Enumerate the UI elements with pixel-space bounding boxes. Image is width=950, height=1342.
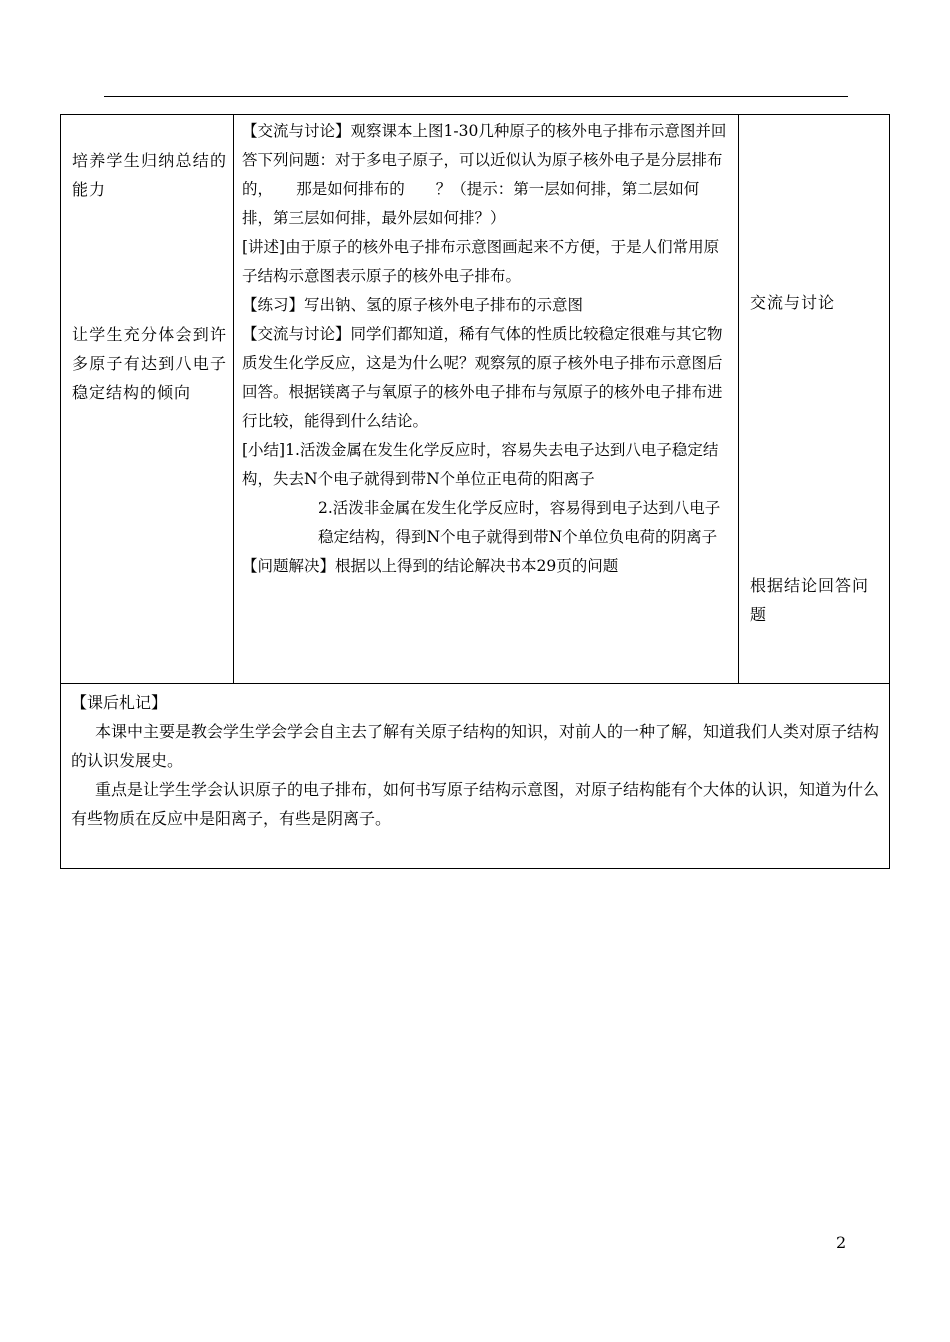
discussion-paragraph-2: 【交流与讨论】同学们都知道，稀有气体的性质比较稳定很难与其它物质发生化学反应，这是为什么呢？观察氖的原子核外电子排布示意图后回答。根据镁离子与氧原子的核外电子排布与氖原子的核外电子排布进行比较，能得到什么结论。 [242, 325, 723, 430]
page-number: 2 [836, 1233, 847, 1252]
discussion-paragraph-1: 【交流与讨论】观察课本上图1-30几种原子的核外电子排布示意图并回答下列问题：对于多电子原子，可以近似认为原子核外电子是分层排布的， 那是如何排布的 ？（提示：第一层如何排，第二层如何排，第三层如何排，最外层如何排？） [242, 122, 727, 227]
objectives-column [61, 115, 234, 683]
objective-2: 让学生充分体会到许多原子有达到八电子稳定结构的倾向 [72, 325, 227, 402]
activity-1: 交流与讨论 [750, 293, 836, 312]
lecture-paragraph: [讲述]由于原子的核外电子排布示意图画起来不方便，于是人们常用原子结构示意图表示原子的核外电子排布。 [242, 238, 720, 285]
summary-paragraph-1: [小结]1.活泼金属在发生化学反应时，容易失去电子达到八电子稳定结构，失去N个电子就得到带N个单位正电荷的阳离子 [242, 441, 719, 488]
objective-1: 培养学生归纳总结的能力 [72, 151, 227, 199]
problem-solving-paragraph: 【问题解决】根据以上得到的结论解决书本29页的问题 [242, 557, 619, 575]
notes-heading: 【课后札记】 [71, 693, 168, 712]
header-rule [104, 96, 848, 97]
student-activity-column [739, 115, 889, 683]
notes-paragraph-1: 本课中主要是教会学生学会学会自主去了解有关原子结构的知识，对前人的一种了解，知道我们人类对原子结构的认识发展史。 [71, 722, 880, 770]
notes-paragraph-2: 重点是让学生学会认识原子的电子排布，如何书写原子结构示意图，对原子结构能有个大体的认识，知道为什么有些物质在反应中是阳离子，有些是阴离子。 [71, 780, 880, 828]
lesson-table [60, 114, 890, 684]
activity-2: 根据结论回答问题 [750, 576, 870, 624]
process-text [242, 117, 730, 581]
summary-paragraph-2: 2.活泼非金属在发生化学反应时，容易得到电子达到八电子稳定结构，得到N个电子就得到带N个单位负电荷的阴离子 [318, 499, 721, 546]
teaching-process-column [234, 115, 739, 683]
exercise-paragraph: 【练习】写出钠、氢的原子核外电子排布的示意图 [242, 296, 584, 314]
after-class-notes [60, 684, 890, 869]
